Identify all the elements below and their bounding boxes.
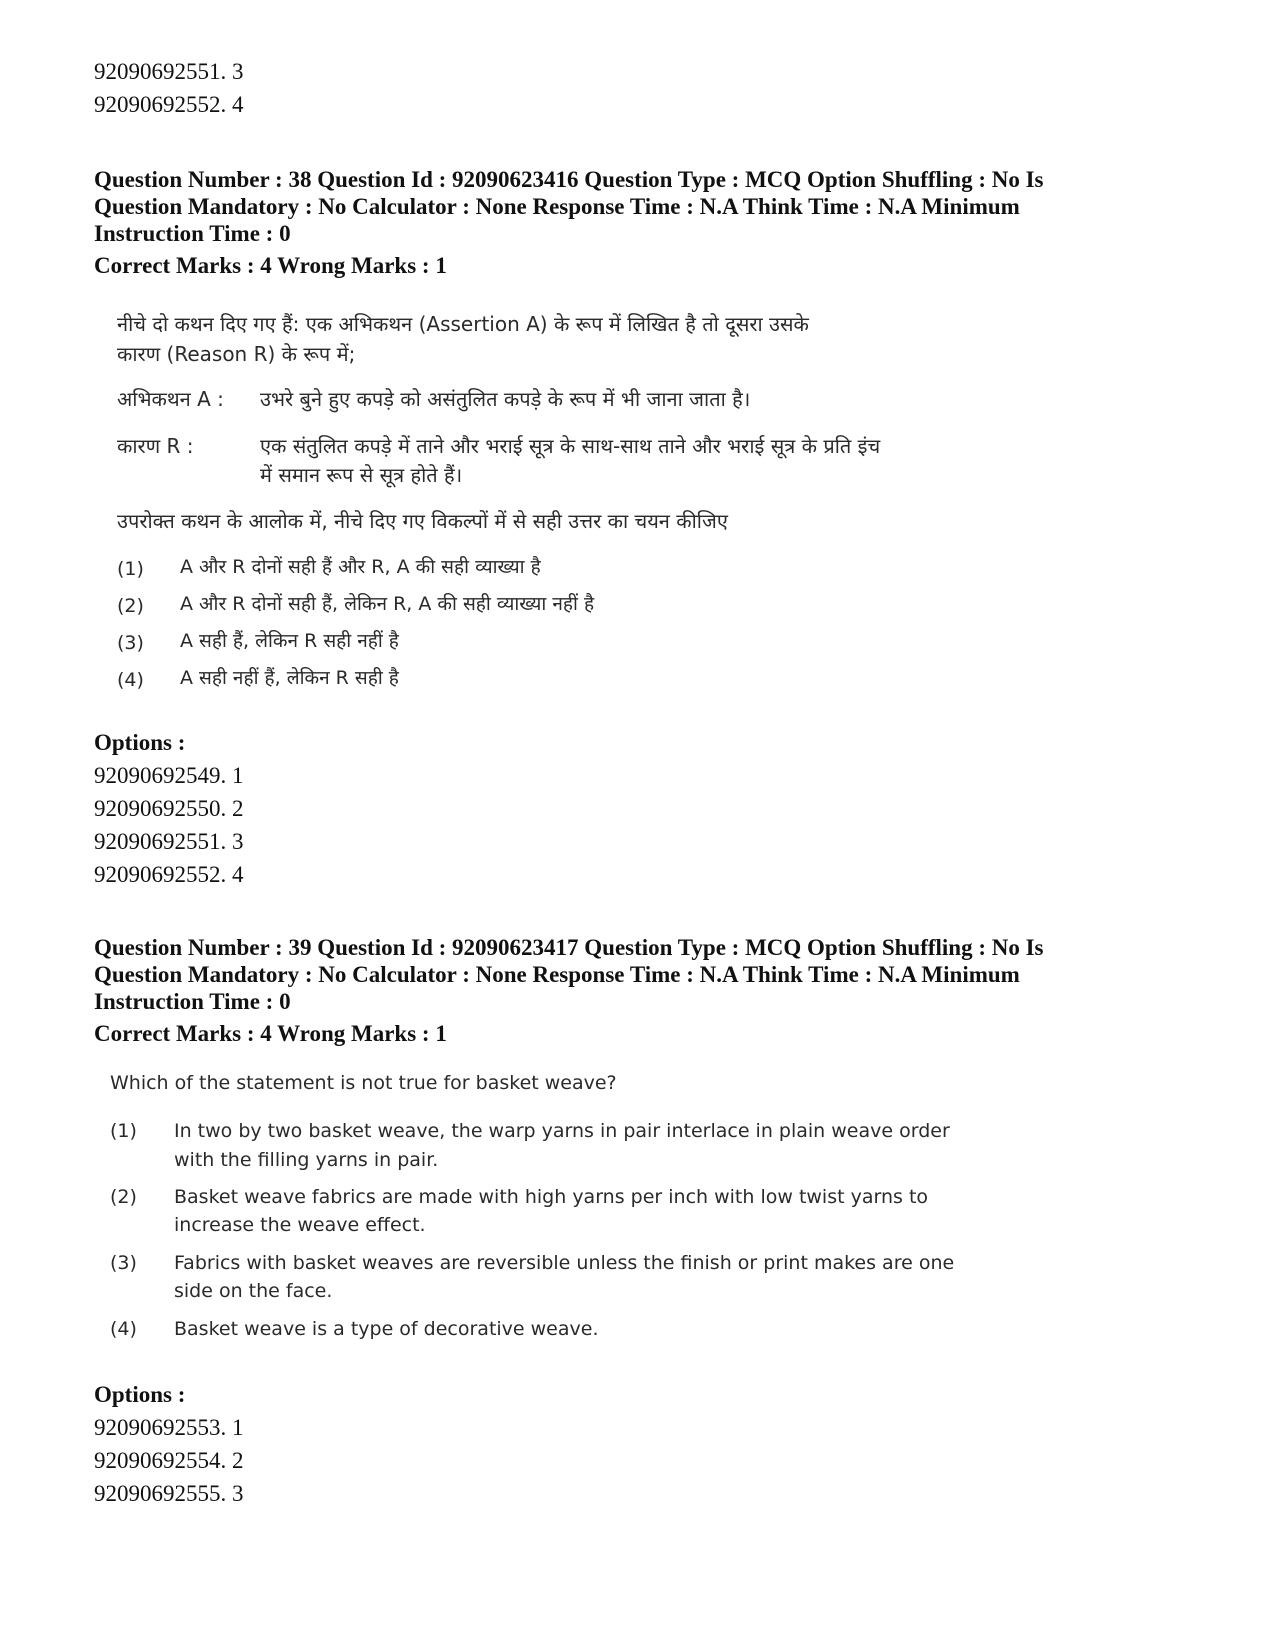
choice-text: Basket weave fabrics are made with high yarns per inch with low twist yarns to [174, 1186, 929, 1208]
choice-number: (2) [110, 1186, 137, 1208]
choice-text: A सही हैं, लेकिन R सही नहीं है [180, 630, 399, 652]
option-line: 92090692554. 2 [94, 1448, 244, 1473]
question-header: Question Number : 39 Question Id : 92090623417 Question Type : MCQ Option Shuffling : No Is Question Mandatory : No Calculator : None Response Time : N.A Think Time : N.A Minimum Instruction Time : 0 [94, 935, 1044, 1014]
choice-number: (1) [117, 558, 144, 580]
question-header: Question Number : 38 Question Id : 92090623416 Question Type : MCQ Option Shuffling : No Is Question Mandatory : No Calculator : None Response Time : N.A Think Time : N.A Minimum Instruction Time : 0 [94, 167, 1044, 246]
option-line: 92090692555. 3 [94, 1481, 244, 1506]
question-instruction: उपरोक्त कथन के आलोक में, नीचे दिए गए विकल्पों में से सही उत्तर का चयन कीजिए [117, 509, 728, 533]
marks-line: Correct Marks : 4 Wrong Marks : 1 [94, 1021, 447, 1046]
choice-text: Basket weave is a type of decorative weave. [174, 1318, 599, 1340]
choice-text: side on the face. [174, 1280, 333, 1302]
option-line: 92090692553. 1 [94, 1415, 244, 1440]
question-intro: नीचे दो कथन दिए गए हैं: एक अभिकथन (Assertion A) के रूप में लिखित है तो दूसरा उसके [117, 312, 809, 336]
choice-text: with the filling yarns in pair. [174, 1149, 439, 1171]
choice-text: In two by two basket weave, the warp yarns in pair interlace in plain weave order [174, 1120, 950, 1142]
option-line: 92090692550. 2 [94, 796, 244, 821]
choice-text: increase the weave effect. [174, 1214, 426, 1236]
reason-label: कारण R : [117, 434, 194, 458]
question-text: Which of the statement is not true for basket weave? [110, 1072, 617, 1094]
option-line: 92090692549. 1 [94, 763, 244, 788]
choice-text: A और R दोनों सही हैं, लेकिन R, A की सही व्याख्या नहीं है [180, 593, 595, 615]
option-line: 92090692552. 4 [94, 862, 244, 887]
choice-number: (1) [110, 1120, 137, 1142]
options-label: Options : [94, 1382, 186, 1407]
question-intro: कारण (Reason R) के रूप में; [117, 342, 356, 366]
reason-text: एक संतुलित कपड़े में ताने और भराई सूत्र के साथ-साथ ताने और भराई सूत्र के प्रति इंच [260, 434, 881, 458]
marks-line: Correct Marks : 4 Wrong Marks : 1 [94, 253, 447, 278]
option-line: 92090692551. 3 [94, 829, 244, 854]
option-line: 92090692552. 4 [94, 92, 244, 117]
assertion-text: उभरे बुने हुए कपड़े को असंतुलित कपड़े के रूप में भी जाना जाता है। [260, 387, 751, 411]
choice-text: A सही नहीं हैं, लेकिन R सही है [180, 667, 399, 689]
choice-number: (3) [117, 632, 144, 654]
choice-number: (4) [110, 1318, 137, 1340]
options-label: Options : [94, 730, 186, 755]
choice-number: (3) [110, 1252, 137, 1274]
option-line: 92090692551. 3 [94, 59, 244, 84]
choice-text: A और R दोनों सही हैं और R, A की सही व्याख्या है [180, 556, 541, 578]
choice-text: Fabrics with basket weaves are reversible unless the finish or print makes are one [174, 1252, 955, 1274]
assertion-label: अभिकथन A : [117, 387, 224, 411]
choice-number: (4) [117, 669, 144, 691]
choice-number: (2) [117, 595, 144, 617]
reason-text: में समान रूप से सूत्र होते हैं। [260, 463, 463, 487]
